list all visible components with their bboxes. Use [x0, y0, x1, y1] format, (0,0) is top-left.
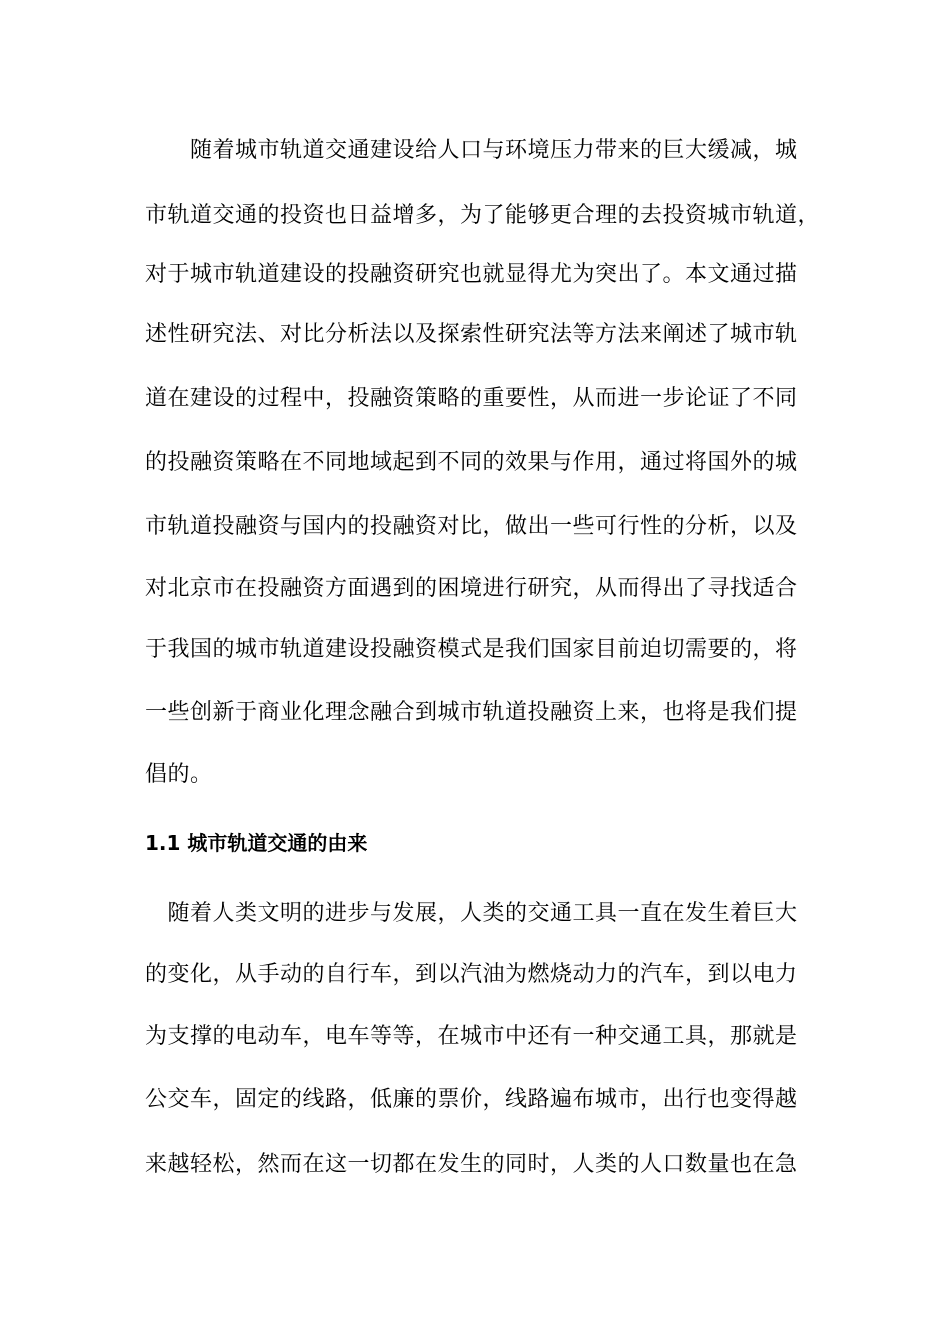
paragraph-1-line: 的投融资策略在不同地域起到不同的效果与作用，通过将国外的城 [145, 450, 798, 475]
paragraph-2-line: 的变化，从手动的自行车，到以汽油为燃烧动力的汽车，到以电力 [145, 962, 798, 987]
paragraph-1-line: 随着城市轨道交通建设给人口与环境压力带来的巨大缓减，城 [145, 138, 798, 163]
paragraph-2-line: 为支撑的电动车，电车等等，在城市中还有一种交通工具，那就是 [145, 1024, 798, 1049]
paragraph-1-line: 市轨道投融资与国内的投融资对比，做出一些可行性的分析，以及 [145, 514, 798, 539]
paragraph-1-line: 对于城市轨道建设的投融资研究也就显得尤为突出了。本文通过描 [145, 262, 798, 287]
paragraph-1-line: 倡的。 [145, 762, 213, 787]
paragraph-1-line: 一些创新于商业化理念融合到城市轨道投融资上来，也将是我们提 [145, 700, 798, 725]
paragraph-2-line: 随着人类文明的进步与发展，人类的交通工具一直在发生着巨大 [145, 901, 798, 926]
paragraph-1-line: 道在建设的过程中，投融资策略的重要性，从而进一步论证了不同 [145, 386, 798, 411]
paragraph-1-line: 于我国的城市轨道建设投融资模式是我们国家目前迫切需要的，将 [145, 637, 798, 662]
paragraph-1-line: 述性研究法、对比分析法以及探索性研究法等方法来阐述了城市轨 [145, 322, 798, 347]
paragraph-2-line: 来越轻松，然而在这一切都在发生的同时，人类的人口数量也在急 [145, 1152, 798, 1177]
paragraph-2-line: 公交车，固定的线路，低廉的票价，线路遍布城市，出行也变得越 [145, 1087, 798, 1112]
paragraph-1-line: 市轨道交通的投资也日益增多，为了能够更合理的去投资城市轨道， [145, 203, 821, 228]
section-heading: 1.1 城市轨道交通的由来 [145, 831, 368, 855]
paragraph-1-line: 对北京市在投融资方面遇到的困境进行研究，从而得出了寻找适合 [145, 576, 798, 601]
